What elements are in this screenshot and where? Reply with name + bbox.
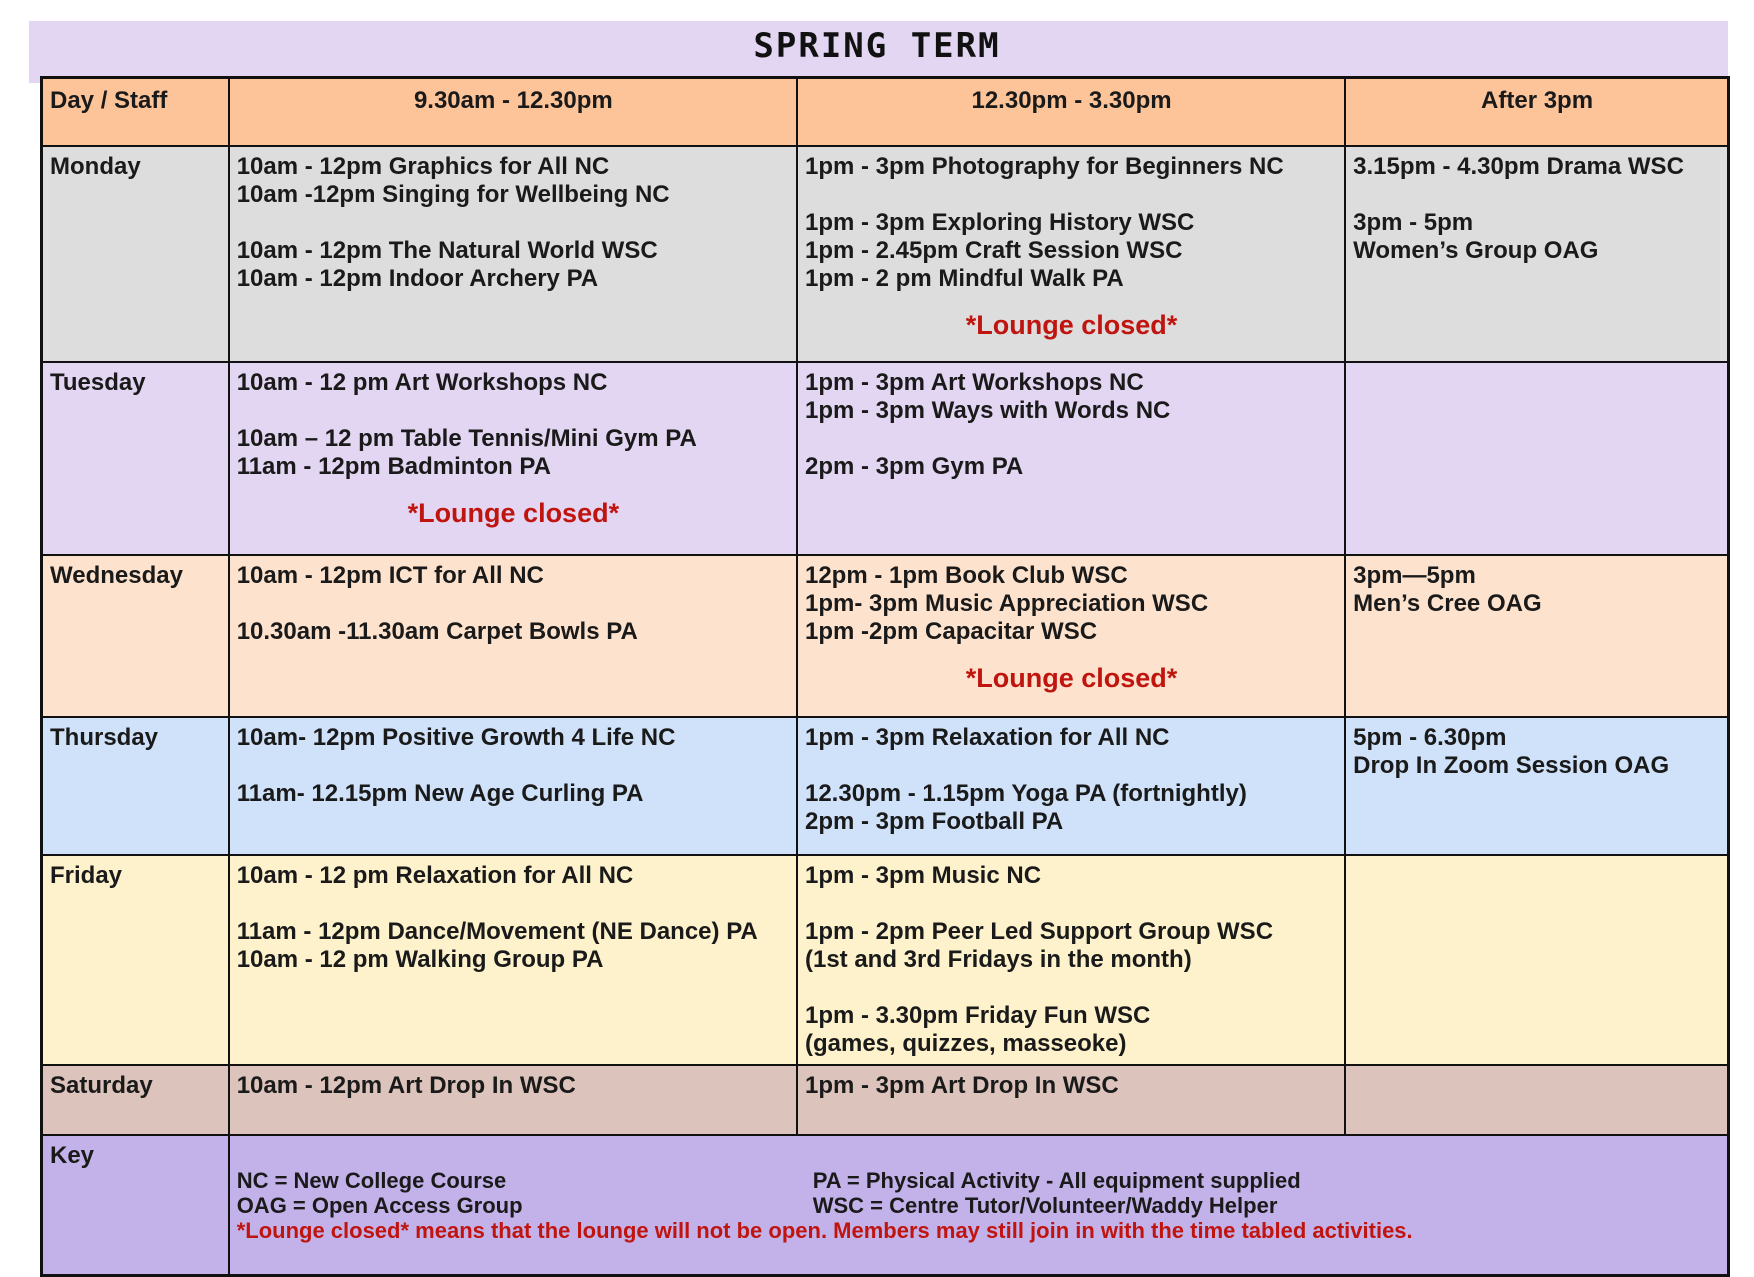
afternoon-activities: 1pm - 3pm Music NC 1pm - 2pm Peer Led Support Group WSC (1st and 3rd Fridays in the month) 1pm - 3.30pm Friday Fun WSC (games, quizzes, masseoke)	[804, 862, 1274, 1057]
day-cell: Friday	[42, 855, 229, 1065]
afternoon-cell	[797, 146, 1345, 362]
key-cell	[229, 1135, 1729, 1276]
afternoon-cell	[797, 555, 1345, 717]
page-title: SPRING TERM	[753, 26, 1001, 66]
afternoon-activities: 1pm - 3pm Relaxation for All NC 12.30pm - 1.15pm Yoga PA (fortnightly) 2pm - 3pm Football PA	[804, 724, 1247, 835]
morning-activities: 10am - 12 pm Art Workshops NC 10am – 12 pm Table Tennis/Mini Gym PA 11am - 12pm Badminton PA	[236, 369, 697, 480]
day-cell: Tuesday	[42, 362, 229, 555]
row-saturday	[42, 1065, 1729, 1135]
evening-cell	[1345, 1065, 1728, 1135]
morning-cell	[229, 855, 797, 1065]
header-morning: 9.30am - 12.30pm	[229, 78, 797, 147]
row-key	[42, 1135, 1729, 1276]
evening-cell	[1345, 362, 1728, 555]
afternoon-activities: 1pm - 3pm Photography for Beginners NC 1pm - 3pm Exploring History WSC 1pm - 2.45pm Craft Session WSC 1pm - 2 pm Mindful Walk PA	[804, 153, 1284, 292]
day-cell: Saturday	[42, 1065, 229, 1135]
key-pa: PA = Physical Activity - All equipment supplied	[812, 1168, 1301, 1193]
row-tuesday	[42, 362, 1729, 555]
morning-activities: 10am - 12pm ICT for All NC 10.30am -11.30am Carpet Bowls PA	[236, 562, 638, 645]
key-label: Key	[42, 1135, 229, 1276]
evening-cell: 5pm - 6.30pm Drop In Zoom Session OAG	[1345, 717, 1728, 855]
day-cell: Monday	[42, 146, 229, 362]
morning-activities: 10am - 12pm Graphics for All NC 10am -12pm Singing for Wellbeing NC 10am - 12pm The Natural World WSC 10am - 12pm Indoor Archery PA	[236, 153, 670, 292]
afternoon-cell	[797, 717, 1345, 855]
afternoon-activities: 1pm - 3pm Art Drop In WSC	[804, 1072, 1119, 1099]
morning-activities: 10am - 12pm Art Drop In WSC	[236, 1072, 576, 1099]
row-thursday	[42, 717, 1729, 855]
header-day-staff: Day / Staff	[42, 78, 229, 147]
morning-cell	[229, 146, 797, 362]
lounge-closed-note: *Lounge closed*	[965, 663, 1178, 693]
evening-cell: 3.15pm - 4.30pm Drama WSC 3pm - 5pm Women’s Group OAG	[1345, 146, 1728, 362]
morning-cell	[229, 1065, 797, 1135]
header-row	[42, 78, 1729, 147]
row-friday	[42, 855, 1729, 1065]
morning-cell	[229, 362, 797, 555]
afternoon-cell	[797, 855, 1345, 1065]
key-wsc: WSC = Centre Tutor/Volunteer/Waddy Helper	[812, 1193, 1278, 1218]
morning-activities: 10am- 12pm Positive Growth 4 Life NC 11am- 12.15pm New Age Curling PA	[236, 724, 676, 807]
row-wednesday	[42, 555, 1729, 717]
day-cell: Wednesday	[42, 555, 229, 717]
afternoon-activities: 1pm - 3pm Art Workshops NC 1pm - 3pm Ways with Words NC 2pm - 3pm Gym PA	[804, 369, 1171, 480]
day-cell: Thursday	[42, 717, 229, 855]
afternoon-activities: 12pm - 1pm Book Club WSC 1pm- 3pm Music Appreciation WSC 1pm -2pm Capacitar WSC	[804, 562, 1209, 645]
timetable	[40, 76, 1730, 1277]
morning-cell	[229, 555, 797, 717]
key-oag: OAG = Open Access Group	[236, 1193, 523, 1218]
afternoon-cell	[797, 1065, 1345, 1135]
afternoon-cell	[797, 362, 1345, 555]
key-nc: NC = New College Course	[236, 1168, 507, 1193]
morning-activities: 10am - 12 pm Relaxation for All NC 11am - 12pm Dance/Movement (NE Dance) PA 10am - 12 pm Walking Group PA	[236, 862, 758, 973]
header-after-3pm: After 3pm	[1345, 78, 1728, 147]
morning-cell	[229, 717, 797, 855]
evening-cell	[1345, 855, 1728, 1065]
evening-cell: 3pm—5pm Men’s Cree OAG	[1345, 555, 1728, 717]
lounge-closed-note: *Lounge closed*	[407, 498, 620, 528]
lounge-closed-note: *Lounge closed*	[965, 310, 1178, 340]
key-lounge-note: *Lounge closed* means that the lounge will not be open. Members may still join in with the time tabled activities.	[236, 1218, 1413, 1243]
header-afternoon: 12.30pm - 3.30pm	[797, 78, 1345, 147]
row-monday	[42, 146, 1729, 362]
